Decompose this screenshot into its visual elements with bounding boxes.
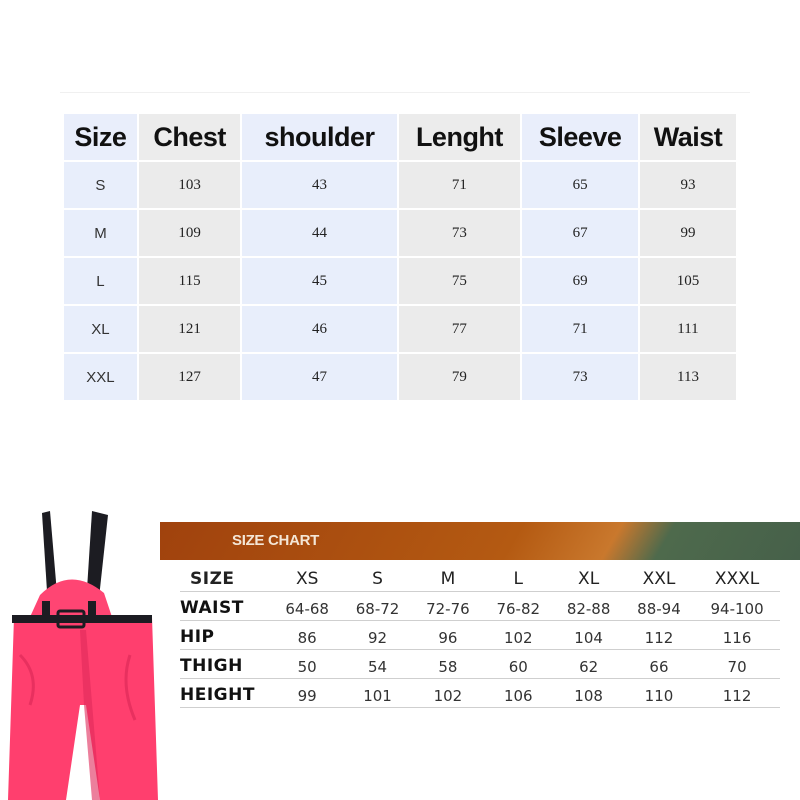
table-cell: 76-82 <box>483 592 553 621</box>
table-row <box>64 354 736 400</box>
measurement-table <box>62 112 738 402</box>
table-cell: 50 <box>272 650 342 679</box>
table-cell: 68-72 <box>342 592 412 621</box>
table-cell: 70 <box>694 650 780 679</box>
header-chest: Chest <box>139 114 241 160</box>
table-cell: 75 <box>399 258 521 304</box>
header-waist: Waist <box>640 114 736 160</box>
size-chart-title: SIZE CHART <box>232 532 320 549</box>
table-cell: XL <box>64 306 137 352</box>
header-length: Lenght <box>399 114 521 160</box>
pants-belt <box>12 615 152 623</box>
table-cell: 73 <box>399 210 521 256</box>
table-cell: 69 <box>522 258 638 304</box>
table-cell: 102 <box>413 679 483 708</box>
table-cell: 67 <box>522 210 638 256</box>
table-cell: 113 <box>640 354 736 400</box>
table-cell: S <box>342 563 412 592</box>
table-cell: 103 <box>139 162 241 208</box>
table-cell: 127 <box>139 354 241 400</box>
table-cell: L <box>64 258 137 304</box>
table-row <box>64 306 736 352</box>
table-cell: 111 <box>640 306 736 352</box>
row-label-hip: HIP <box>180 621 272 650</box>
table-cell: 104 <box>553 621 623 650</box>
table-cell: 108 <box>553 679 623 708</box>
header-sleeve: Sleeve <box>522 114 638 160</box>
size-chart-waist-row <box>180 592 780 621</box>
strap-clip <box>42 601 50 623</box>
table-cell: 47 <box>242 354 396 400</box>
row-label-thigh: THIGH <box>180 650 272 679</box>
size-chart-banner <box>160 522 800 560</box>
table-cell: XL <box>553 563 623 592</box>
row-label-height: HEIGHT <box>180 679 272 708</box>
table-cell: 96 <box>413 621 483 650</box>
size-chart-thigh-row <box>180 650 780 679</box>
table-cell: XXL <box>64 354 137 400</box>
table-cell: 77 <box>399 306 521 352</box>
size-chart-size-row <box>180 563 780 592</box>
table-cell: 106 <box>483 679 553 708</box>
table-cell: XS <box>272 563 342 592</box>
measurement-header-row <box>64 114 736 160</box>
table-cell: 71 <box>399 162 521 208</box>
table-row <box>64 210 736 256</box>
table-cell: 66 <box>624 650 694 679</box>
table-cell: 44 <box>242 210 396 256</box>
table-cell: 105 <box>640 258 736 304</box>
table-cell: 99 <box>272 679 342 708</box>
header-shoulder: shoulder <box>242 114 396 160</box>
table-cell: 54 <box>342 650 412 679</box>
size-chart-height-row <box>180 679 780 708</box>
table-cell: XXL <box>624 563 694 592</box>
table-cell: 116 <box>694 621 780 650</box>
row-label-waist: WAIST <box>180 592 272 621</box>
table-cell: 82-88 <box>553 592 623 621</box>
table-cell: 43 <box>242 162 396 208</box>
table-cell: 121 <box>139 306 241 352</box>
table-cell: 99 <box>640 210 736 256</box>
table-cell: 64-68 <box>272 592 342 621</box>
table-cell: S <box>64 162 137 208</box>
table-cell: 46 <box>242 306 396 352</box>
size-chart-table <box>180 563 780 708</box>
table-cell: 73 <box>522 354 638 400</box>
table-cell: 72-76 <box>413 592 483 621</box>
table-cell: 102 <box>483 621 553 650</box>
table-cell: XXXL <box>694 563 780 592</box>
table-cell: M <box>413 563 483 592</box>
table-cell: 58 <box>413 650 483 679</box>
header-size: Size <box>64 114 137 160</box>
table-cell: 62 <box>553 650 623 679</box>
table-cell: 79 <box>399 354 521 400</box>
table-cell: 92 <box>342 621 412 650</box>
top-divider <box>60 92 750 93</box>
ski-pants-image <box>0 505 165 800</box>
table-row <box>64 258 736 304</box>
table-cell: 60 <box>483 650 553 679</box>
table-cell: 110 <box>624 679 694 708</box>
table-cell: 109 <box>139 210 241 256</box>
table-cell: M <box>64 210 137 256</box>
strap-clip <box>88 601 96 623</box>
table-cell: 45 <box>242 258 396 304</box>
table-cell: 65 <box>522 162 638 208</box>
table-cell: 112 <box>694 679 780 708</box>
table-cell: 71 <box>522 306 638 352</box>
table-row <box>64 162 736 208</box>
table-cell: 115 <box>139 258 241 304</box>
table-cell: L <box>483 563 553 592</box>
table-cell: 94-100 <box>694 592 780 621</box>
table-cell: 88-94 <box>624 592 694 621</box>
table-cell: 101 <box>342 679 412 708</box>
row-label-size: SIZE <box>180 563 272 592</box>
table-cell: 112 <box>624 621 694 650</box>
size-chart-hip-row <box>180 621 780 650</box>
table-cell: 93 <box>640 162 736 208</box>
table-cell: 86 <box>272 621 342 650</box>
